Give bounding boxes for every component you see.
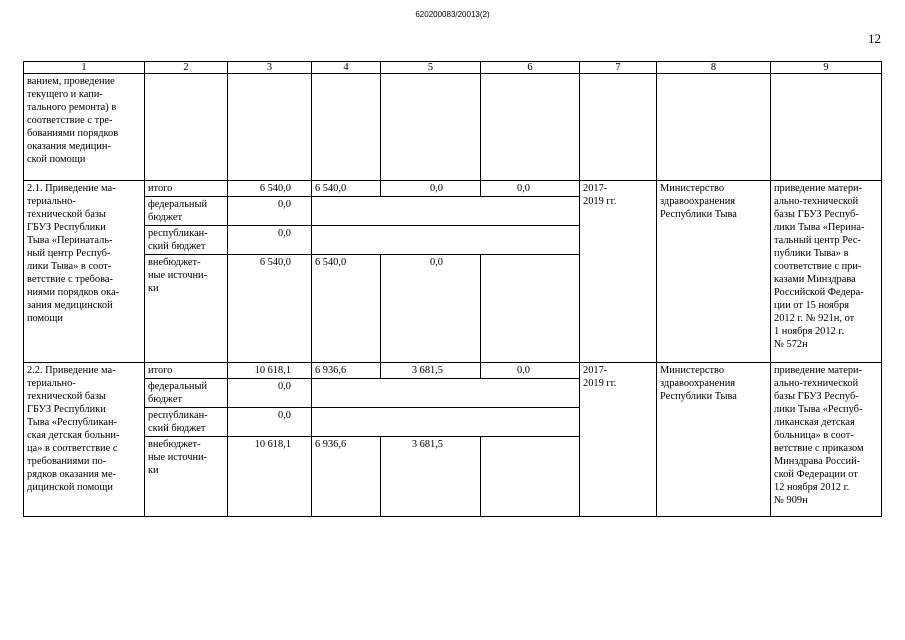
total-value: 10 618,1 — [228, 437, 312, 517]
year-2019-value: 0,0 — [481, 181, 580, 197]
year-2017-value: 6 936,6 — [312, 437, 381, 517]
column-number-row — [24, 62, 882, 74]
year-2018-value: 3 681,5 — [381, 437, 481, 517]
year-2017-value: 6 936,6 — [312, 363, 381, 379]
executor: Министерство здравоохранения Республики Тыва — [657, 363, 771, 517]
table-row — [24, 181, 882, 197]
expected-result: приведение матери- ально-технической базы ГБУЗ Респуб- лики Тыва «Респуб- ликанская детская больница» в соот- ветствие с приказом Минздрава Россий- ской Федерации от 12 ноября 2012 г. № 909н — [771, 363, 882, 517]
funding-source-label: итого — [145, 363, 228, 379]
funding-source-label: республикан- ский бюджет — [145, 226, 228, 255]
column-number: 7 — [580, 62, 657, 74]
year-2018-value: 0,0 — [381, 255, 481, 363]
total-value: 6 540,0 — [228, 255, 312, 363]
funding-source-label: внебюджет- ные источни- ки — [145, 437, 228, 517]
year-2018-value: 3 681,5 — [381, 363, 481, 379]
measure-name: 2.1. Приведение ма- териально- технической базы ГБУЗ Республики Тыва «Перинаталь- ный центр Респуб- лики Тыва» в соот- ветствие с требова- ниями порядков ока- зания медицинской помощи — [24, 181, 145, 363]
document-code: 620200083/20013(2) — [415, 10, 490, 19]
funding-source-label: федеральный бюджет — [145, 379, 228, 408]
year-2019-value: 0,0 — [481, 363, 580, 379]
funding-source-label: внебюджет- ные источни- ки — [145, 255, 228, 363]
empty-cell — [312, 226, 580, 255]
column-number: 6 — [481, 62, 580, 74]
program-table — [23, 61, 882, 517]
total-value: 0,0 — [228, 197, 312, 226]
executor: Министерство здравоохранения Республики Тыва — [657, 181, 771, 363]
column-number: 8 — [657, 62, 771, 74]
continuation-text: ванием, проведение текущего и капи- тального ремонта) в соответствие с тре- бованиями порядков оказания медицин- ской помощи — [24, 74, 145, 181]
column-number: 3 — [228, 62, 312, 74]
total-value: 10 618,1 — [228, 363, 312, 379]
column-number: 2 — [145, 62, 228, 74]
column-number: 4 — [312, 62, 381, 74]
column-number: 9 — [771, 62, 882, 74]
funding-source-label: итого — [145, 181, 228, 197]
empty-cell — [312, 197, 580, 226]
period: 2017- 2019 гг. — [580, 363, 657, 517]
funding-source-label: республикан- ский бюджет — [145, 408, 228, 437]
continuation-row — [24, 74, 882, 181]
table-row — [24, 363, 882, 379]
funding-source-label: федеральный бюджет — [145, 197, 228, 226]
total-value: 0,0 — [228, 226, 312, 255]
measure-name: 2.2. Приведение ма- териально- технической базы ГБУЗ Республики Тыва «Республикан- ская детская больни- ца» в соответствие с требованиями по- рядков оказания ме- дицинской помощи — [24, 363, 145, 517]
column-number: 1 — [24, 62, 145, 74]
column-number: 5 — [381, 62, 481, 74]
expected-result: приведение матери- ально-технической базы ГБУЗ Респуб- лики Тыва «Перина- тальный центр Рес- публики Тыва» в соответствие с при- казами Минздрава Российской Федера- ции от 15 ноября 2012 г. № 921н, от 1 ноября 2012 г. № 572н — [771, 181, 882, 363]
year-2017-value: 6 540,0 — [312, 181, 381, 197]
total-value: 6 540,0 — [228, 181, 312, 197]
total-value: 0,0 — [228, 408, 312, 437]
total-value: 0,0 — [228, 379, 312, 408]
empty-cell — [312, 379, 580, 408]
empty-cell — [312, 408, 580, 437]
page-number: 12 — [868, 31, 881, 46]
year-2017-value: 6 540,0 — [312, 255, 381, 363]
year-2019-value — [481, 255, 580, 363]
period: 2017- 2019 гг. — [580, 181, 657, 363]
year-2018-value: 0,0 — [381, 181, 481, 197]
year-2019-value — [481, 437, 580, 517]
